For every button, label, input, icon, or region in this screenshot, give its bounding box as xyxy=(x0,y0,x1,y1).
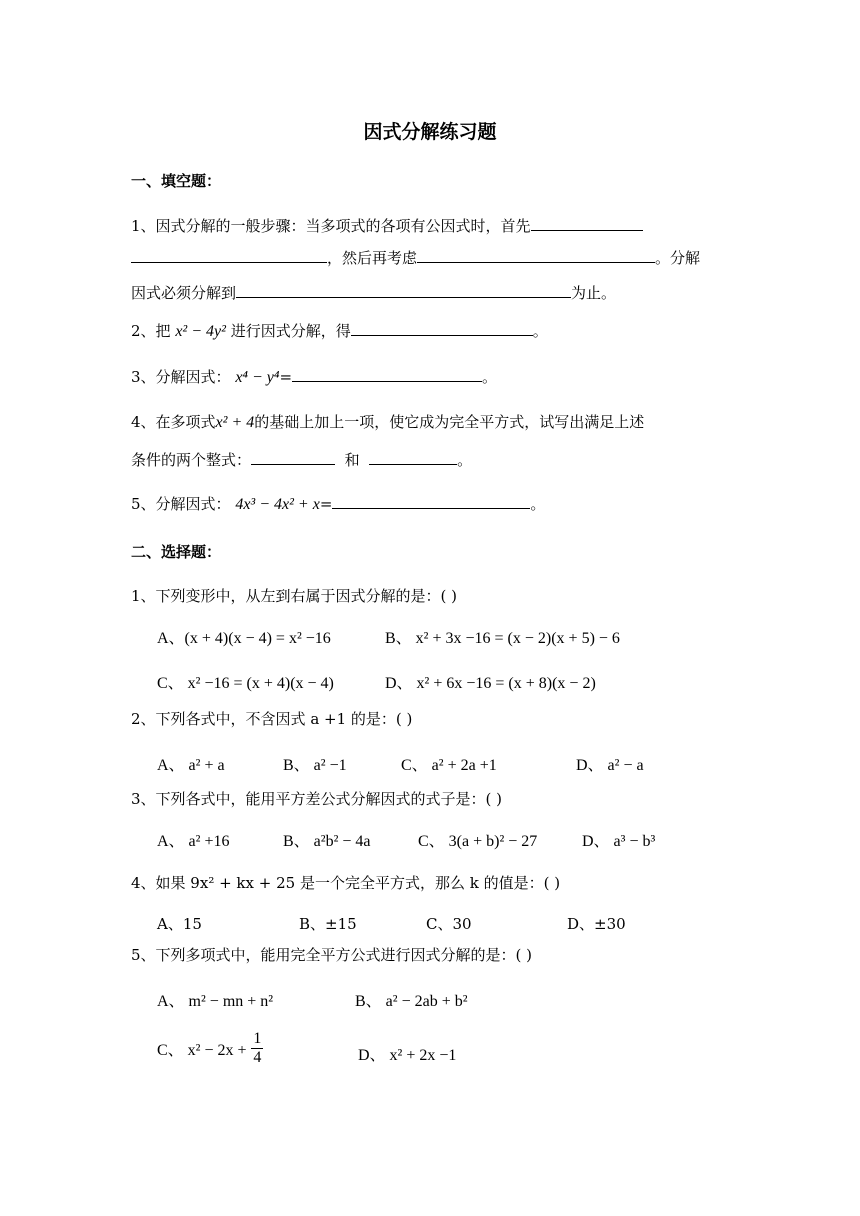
fill-q3-prefix: 3、分解因式： xyxy=(131,368,231,386)
choice-q5-option-d xyxy=(358,1042,456,1065)
option-text: A、 a² +16 xyxy=(157,833,230,850)
choice-q5-stem: 5、下列多项式中，能用完全平方公式进行因式分解的是：( ) xyxy=(131,946,533,964)
section-fill-in: 一、填空题： xyxy=(131,172,222,190)
choice-q2-option-d xyxy=(576,752,644,775)
option-text: C、 3(a + b)² − 27 xyxy=(418,833,538,850)
fill-q4-prefix: 4、在多项式 xyxy=(131,413,216,431)
section-multiple-choice: 二、选择题： xyxy=(131,543,222,561)
fill-q2-prefix: 2、把 xyxy=(131,322,171,340)
choice-q1-stem: 1、下列变形中，从左到右属于因式分解的是：( ) xyxy=(131,587,458,605)
fraction-denominator: 4 xyxy=(253,1049,262,1066)
choice-q4-option-a: A、15 xyxy=(157,915,202,933)
fill-q1-text2: ，然后再考虑 xyxy=(327,249,418,267)
fill-q4-suffix: 的基础上加上一项，使它成为完全平方式，试写出满足上述 xyxy=(254,413,645,431)
answer-blank xyxy=(351,320,533,336)
fill-q3-expression: x⁴ − y⁴ xyxy=(235,369,280,386)
choice-q4-option-d: D、±30 xyxy=(567,915,626,933)
fill-q1-line2 xyxy=(131,247,700,268)
choice-q5-option-b xyxy=(355,988,468,1011)
option-text: C、 x² − 2x + xyxy=(157,1042,247,1059)
option-text: D、 x² + 2x −1 xyxy=(358,1047,457,1064)
answer-blank xyxy=(531,215,643,231)
answer-blank xyxy=(292,366,482,382)
choice-q2-option-a xyxy=(157,752,225,775)
choice-q1-option-d xyxy=(385,670,596,693)
fill-q4-end: 。 xyxy=(457,451,473,469)
option-text: A、 a² + a xyxy=(157,757,225,774)
fraction-one-quarter xyxy=(251,1030,263,1067)
choice-q2-option-b xyxy=(283,752,347,775)
fill-q4-line1 xyxy=(131,412,644,433)
fill-q5-expression: 4x³ − 4x² + x xyxy=(235,496,320,513)
fill-q1-line1 xyxy=(131,215,643,236)
answer-blank xyxy=(251,449,335,465)
option-text: B、 a²b² − 4a xyxy=(283,833,371,850)
fill-q2 xyxy=(131,320,548,342)
choice-q3-option-d xyxy=(582,828,655,851)
fill-q2-suffix: 进行因式分解，得 xyxy=(230,322,351,340)
fill-q1-text5: 为止。 xyxy=(571,284,617,302)
option-text: C、 a² + 2a +1 xyxy=(401,757,497,774)
fill-q3-end: 。 xyxy=(482,368,498,386)
fraction-numerator: 1 xyxy=(253,1030,262,1047)
choice-q4-option-b: B、±15 xyxy=(299,915,357,933)
option-text: A、 m² − mn + n² xyxy=(157,993,274,1010)
fill-q5-prefix: 5、分解因式： xyxy=(131,495,231,513)
choice-q5-option-c xyxy=(157,1030,263,1067)
choice-q3-option-c xyxy=(418,828,537,851)
fill-q3 xyxy=(131,366,497,388)
fill-q4-expression: x² + 4 xyxy=(215,414,255,431)
fill-q3-equals: = xyxy=(279,368,293,386)
answer-blank xyxy=(332,493,530,509)
fill-q4-and: 和 xyxy=(344,451,360,469)
option-text: D、 x² + 6x −16 = (x + 8)(x − 2) xyxy=(385,675,596,692)
choice-q4-option-c: C、30 xyxy=(426,915,472,933)
fill-q1-text1: 1、因式分解的一般步骤：当多项式的各项有公因式时，首先 xyxy=(131,217,531,235)
choice-q1-option-a xyxy=(157,625,331,648)
choice-q4-stem: 4、如果 9x² + kx + 25 是一个完全平方式，那么 k 的值是：( ) xyxy=(131,874,561,892)
choice-q1-option-b xyxy=(385,625,620,648)
choice-q3-option-a xyxy=(157,828,229,851)
choice-q3-option-b xyxy=(283,828,371,851)
fill-q2-end: 。 xyxy=(532,322,548,340)
fill-q1-line3 xyxy=(131,282,616,303)
option-text: C、 x² −16 = (x + 4)(x − 4) xyxy=(157,675,334,692)
option-text: B、 a² − 2ab + b² xyxy=(355,993,468,1010)
choice-q1-option-c xyxy=(157,670,334,693)
option-text: D、 a² − a xyxy=(576,757,644,774)
fill-q1-text4: 因式必须分解到 xyxy=(131,284,237,302)
fill-q5 xyxy=(131,493,545,515)
option-text: B、 x² + 3x −16 = (x − 2)(x + 5) − 6 xyxy=(385,630,620,647)
choice-q2-stem: 2、下列各式中，不含因式 a +1 的是：( ) xyxy=(131,710,413,728)
fill-q5-end: 。 xyxy=(530,495,546,513)
answer-blank xyxy=(417,247,655,263)
choice-q2-option-c xyxy=(401,752,497,775)
option-text: D、 a³ − b³ xyxy=(582,833,656,850)
answer-blank xyxy=(131,247,327,263)
answer-blank xyxy=(236,282,571,298)
fill-q4-text: 条件的两个整式： xyxy=(131,451,252,469)
fill-q5-equals: = xyxy=(319,495,333,513)
option-text: B、 a² −1 xyxy=(283,757,347,774)
fill-q4-line2 xyxy=(131,449,472,470)
fill-q2-expression: x² − 4y² xyxy=(175,323,226,340)
answer-blank xyxy=(369,449,457,465)
page-title: 因式分解练习题 xyxy=(363,121,497,143)
choice-q5-option-a xyxy=(157,988,273,1011)
choice-q3-stem: 3、下列各式中，能用平方差公式分解因式的式子是：( ) xyxy=(131,790,503,808)
fill-q1-text3: 。分解 xyxy=(655,249,701,267)
option-text: A、(x + 4)(x − 4) = x² −16 xyxy=(157,630,331,647)
